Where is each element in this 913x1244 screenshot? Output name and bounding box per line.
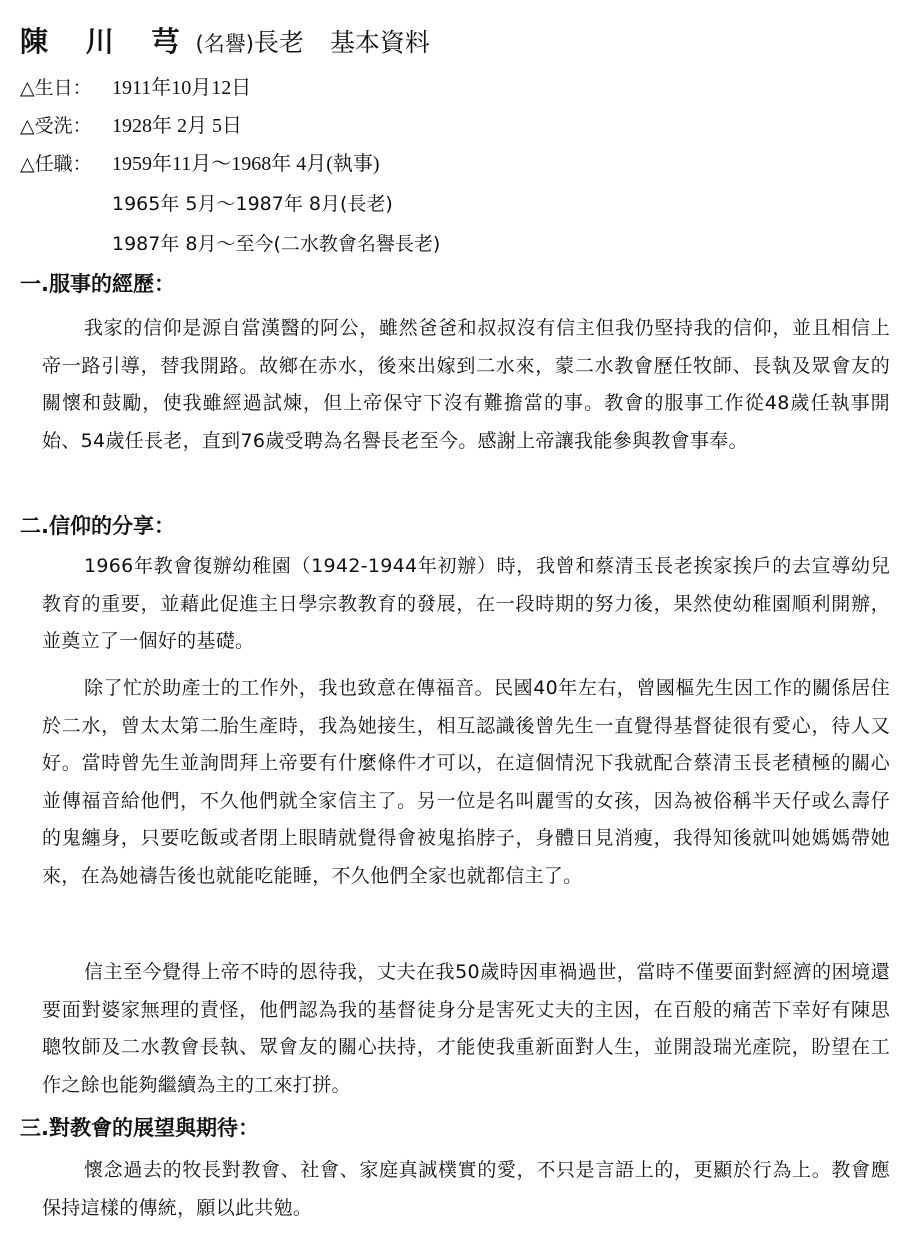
service-row	[20, 146, 380, 182]
elder-name: 陳 川 芎	[20, 25, 194, 58]
baptism-row	[20, 108, 242, 144]
baptism-label: △受洗：	[20, 115, 92, 137]
baptism-value: 1928年 2月 5日	[112, 115, 242, 137]
section-title: 一.服事的經歷：	[20, 272, 175, 296]
page-title	[20, 20, 430, 64]
honorific: (名譽)	[195, 32, 254, 56]
paragraph: 除了忙於助產士的工作外，我也致意在傳福音。民國40年左右，曾國樞先生因工作的關係居住於二水，曾太太第二胎生產時，我為她接生，相互認識後曾先生一直覺得基督徒很有愛心，待人又好。當時曾先生並詢問拜上帝要有什麼條件才可以，在這個情況下我就配合蔡清玉長老積極的關心並傳福音給他們，不久他們就全家信主了。另一位是名叫麗雪的女孩，因為被俗稱半天仔或么壽仔的鬼纏身，只要吃飯或者閉上眼睛就覺得會被鬼掐脖子，身體日見消瘦，我得知後就叫她媽媽帶她來，在為她禱告後也就能吃能睡，不久他們全家也就都信主了。	[42, 677, 890, 887]
birth-label: △生日：	[20, 77, 92, 99]
service-line: 1965年 5月～1987年 8月(長老)	[112, 193, 393, 215]
service-line: 1987年 8月～至今(二水教會名譽長老)	[112, 233, 441, 255]
section-title: 三.對教會的展望與期待：	[20, 1116, 259, 1140]
birth-value: 1911年10月12日	[112, 77, 252, 99]
birth-row	[20, 70, 251, 106]
paragraph: 我家的信仰是源自當漢醫的阿公，雖然爸爸和叔叔沒有信主但我仍堅持我的信仰，並且相信上帝一路引導，替我開路。故鄉在赤水，後來出嫁到二水來，蒙二水教會歷任牧師、長執及眾會友的關懷和鼓勵，使我雖經過試煉，但上帝保守下沒有難擔當的事。教會的服事工作從48歲任執事開始、54歲任長老，直到76歲受聘為名譽長老至今。感謝上帝讓我能參與教會事奉。	[42, 317, 890, 452]
section-title: 二.信仰的分享：	[20, 514, 175, 538]
paragraph: 1966年教會復辦幼稚園（1942-1944年初辦）時，我曾和蔡清玉長老挨家挨戶的去宣導幼兒教育的重要，並藉此促進主日學宗教教育的發展，在一段時期的努力後，果然使幼稚園順利開辦，並奠立了一個好的基礎。	[42, 555, 890, 653]
service-label: △任職：	[20, 153, 92, 175]
page-heading: 基本資料	[329, 28, 430, 57]
paragraph: 懷念過去的牧長對教會、社會、家庭真誠樸實的愛，不只是言語上的，更顯於行為上。教會應保持這樣的傳統，願以此共勉。	[42, 1159, 890, 1219]
paragraph: 信主至今覺得上帝不時的恩待我，丈夫在我50歲時因車禍過世，當時不僅要面對經濟的困境還要面對婆家無理的責怪，他們認為我的基督徒身分是害死丈夫的主因，在百般的痛苦下幸好有陳思聰牧師及二水教會長執、眾會友的關心扶持，才能使我重新面對人生，並開設瑞光產院，盼望在工作之餘也能夠繼續為主的工來打拼。	[42, 961, 890, 1096]
role-title: 長老	[253, 28, 304, 57]
service-line: 1959年11月～1968年 4月(執事)	[112, 153, 380, 175]
